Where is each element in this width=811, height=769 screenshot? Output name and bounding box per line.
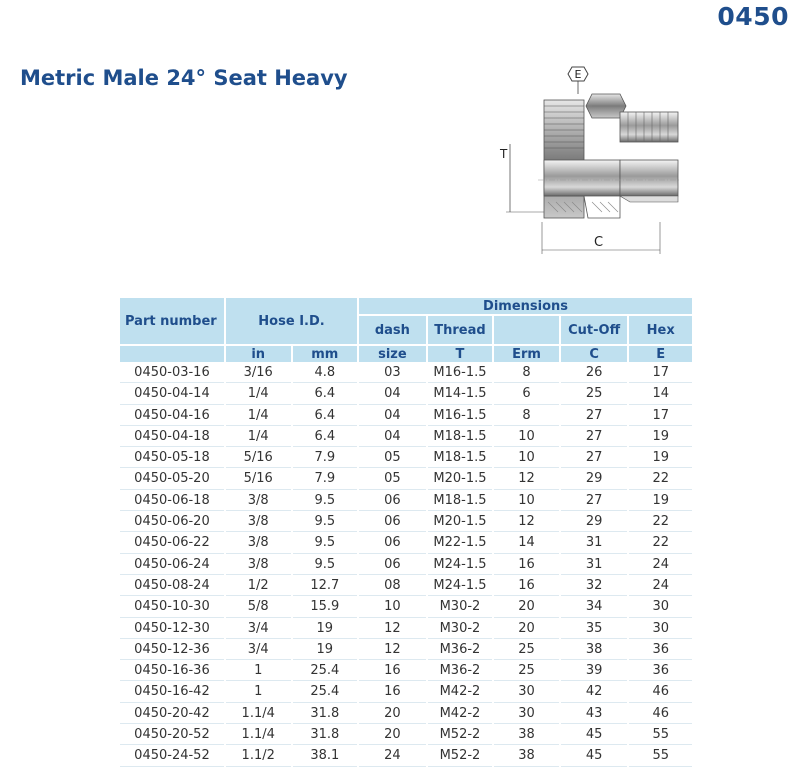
part-number-cell: 0450-24-52 [120, 747, 224, 766]
header-hex: Hex [629, 316, 692, 344]
erm-cell: 38 [494, 726, 559, 745]
hex-cell: 30 [629, 598, 692, 617]
hose-mm-cell: 12.7 [293, 577, 358, 596]
hose-in-cell: 1 [226, 662, 291, 681]
header-blank [494, 316, 559, 344]
thread-cell: M30-2 [428, 620, 493, 639]
erm-cell: 8 [494, 407, 559, 426]
hose-mm-cell: 19 [293, 641, 358, 660]
table-row [120, 683, 692, 702]
header-c: C [561, 346, 628, 362]
hex-cell: 19 [629, 428, 692, 447]
header-dash: dash [359, 316, 426, 344]
header-erm: Erm [494, 346, 559, 362]
dash-size-cell: 20 [359, 705, 426, 724]
c-label: C [594, 235, 604, 250]
part-number-cell: 0450-16-36 [120, 662, 224, 681]
product-code: 0450 [717, 2, 789, 31]
erm-cell: 25 [494, 662, 559, 681]
hose-mm-cell: 9.5 [293, 556, 358, 575]
hose-mm-cell: 7.9 [293, 470, 358, 489]
table-body [120, 364, 692, 767]
cutoff-cell: 25 [561, 385, 628, 404]
hose-mm-cell: 9.5 [293, 492, 358, 511]
hex-cell: 22 [629, 534, 692, 553]
page-title: Metric Male 24° Seat Heavy [20, 66, 348, 90]
hose-in-cell: 5/16 [226, 449, 291, 468]
dash-size-cell: 03 [359, 364, 426, 383]
cutoff-cell: 31 [561, 556, 628, 575]
thread-cell: M14-1.5 [428, 385, 493, 404]
table-row [120, 449, 692, 468]
erm-cell: 38 [494, 747, 559, 766]
header-t: T [428, 346, 493, 362]
thread-cell: M20-1.5 [428, 470, 493, 489]
hose-tail [620, 112, 678, 202]
hex-cell: 46 [629, 705, 692, 724]
hose-in-cell: 3/4 [226, 620, 291, 639]
c-dimension [542, 222, 660, 254]
erm-cell: 12 [494, 513, 559, 532]
part-number-cell: 0450-04-14 [120, 385, 224, 404]
table-row [120, 726, 692, 745]
part-number-cell: 0450-20-52 [120, 726, 224, 745]
hose-in-cell: 5/16 [226, 470, 291, 489]
erm-cell: 6 [494, 385, 559, 404]
hose-in-cell: 1.1/4 [226, 726, 291, 745]
dash-size-cell: 16 [359, 683, 426, 702]
table-row [120, 598, 692, 617]
hex-cell: 17 [629, 407, 692, 426]
part-number-cell: 0450-05-20 [120, 470, 224, 489]
dash-size-cell: 06 [359, 556, 426, 575]
thread-cell: M36-2 [428, 641, 493, 660]
dash-size-cell: 06 [359, 492, 426, 511]
dash-size-cell: 20 [359, 726, 426, 745]
hose-mm-cell: 25.4 [293, 683, 358, 702]
part-number-cell: 0450-16-42 [120, 683, 224, 702]
hex-cell: 55 [629, 747, 692, 766]
threaded-body [544, 100, 584, 218]
table-row [120, 534, 692, 553]
hose-in-cell: 3/8 [226, 513, 291, 532]
hose-in-cell: 3/4 [226, 641, 291, 660]
cutoff-cell: 31 [561, 534, 628, 553]
thread-cell: M16-1.5 [428, 407, 493, 426]
table-row [120, 662, 692, 681]
cutoff-cell: 42 [561, 683, 628, 702]
cutoff-cell: 39 [561, 662, 628, 681]
thread-cell: M18-1.5 [428, 428, 493, 447]
table-row [120, 364, 692, 383]
erm-cell: 14 [494, 534, 559, 553]
hose-mm-cell: 38.1 [293, 747, 358, 766]
hose-in-cell: 1/4 [226, 407, 291, 426]
cutoff-cell: 27 [561, 428, 628, 447]
cutoff-cell: 32 [561, 577, 628, 596]
t-label: T [500, 147, 508, 161]
table-row [120, 492, 692, 511]
dash-size-cell: 04 [359, 407, 426, 426]
part-number-cell: 0450-06-18 [120, 492, 224, 511]
table-row [120, 556, 692, 575]
table-row [120, 577, 692, 596]
header-part-number: Part number [120, 298, 224, 344]
header-thread: Thread [428, 316, 493, 344]
thread-cell: M20-1.5 [428, 513, 493, 532]
erm-cell: 30 [494, 705, 559, 724]
dash-size-cell: 12 [359, 620, 426, 639]
part-number-cell: 0450-06-22 [120, 534, 224, 553]
cutoff-cell: 34 [561, 598, 628, 617]
hex-cell: 19 [629, 449, 692, 468]
dash-size-cell: 10 [359, 598, 426, 617]
cutoff-cell: 27 [561, 449, 628, 468]
hose-mm-cell: 6.4 [293, 385, 358, 404]
erm-cell: 10 [494, 492, 559, 511]
erm-cell: 20 [494, 598, 559, 617]
header-size: size [359, 346, 426, 362]
part-number-cell: 0450-04-18 [120, 428, 224, 447]
hex-cell: 24 [629, 577, 692, 596]
hose-in-cell: 1 [226, 683, 291, 702]
hose-mm-cell: 9.5 [293, 534, 358, 553]
hose-mm-cell: 31.8 [293, 705, 358, 724]
hose-in-cell: 3/16 [226, 364, 291, 383]
cutoff-cell: 45 [561, 747, 628, 766]
thread-cell: M24-1.5 [428, 556, 493, 575]
hose-mm-cell: 6.4 [293, 428, 358, 447]
cutoff-cell: 26 [561, 364, 628, 383]
thread-cell: M42-2 [428, 705, 493, 724]
table-row [120, 407, 692, 426]
part-number-cell: 0450-06-24 [120, 556, 224, 575]
hex-cell: 22 [629, 513, 692, 532]
cutoff-cell: 27 [561, 492, 628, 511]
dash-size-cell: 24 [359, 747, 426, 766]
table-row [120, 705, 692, 724]
dash-size-cell: 16 [359, 662, 426, 681]
hose-in-cell: 3/8 [226, 534, 291, 553]
header-hose-id: Hose I.D. [226, 298, 357, 344]
header-cutoff: Cut-Off [561, 316, 628, 344]
thread-cell: M30-2 [428, 598, 493, 617]
cutoff-cell: 38 [561, 641, 628, 660]
erm-cell: 30 [494, 683, 559, 702]
hex-cell: 14 [629, 385, 692, 404]
hose-in-cell: 3/8 [226, 492, 291, 511]
cutoff-cell: 29 [561, 513, 628, 532]
cutoff-cell: 35 [561, 620, 628, 639]
erm-cell: 25 [494, 641, 559, 660]
dash-size-cell: 05 [359, 470, 426, 489]
table-row [120, 385, 692, 404]
hose-mm-cell: 15.9 [293, 598, 358, 617]
cutoff-cell: 29 [561, 470, 628, 489]
e-label-marker [568, 67, 588, 94]
table-row [120, 513, 692, 532]
thread-cell: M22-1.5 [428, 534, 493, 553]
dash-size-cell: 12 [359, 641, 426, 660]
part-number-cell: 0450-06-20 [120, 513, 224, 532]
cutoff-cell: 45 [561, 726, 628, 745]
hose-in-cell: 5/8 [226, 598, 291, 617]
hex-cell: 36 [629, 662, 692, 681]
dash-size-cell: 08 [359, 577, 426, 596]
erm-cell: 20 [494, 620, 559, 639]
hose-mm-cell: 4.8 [293, 364, 358, 383]
hex-cell: 36 [629, 641, 692, 660]
part-number-cell: 0450-12-36 [120, 641, 224, 660]
dash-size-cell: 04 [359, 385, 426, 404]
thread-cell: M52-2 [428, 726, 493, 745]
hex-cell: 30 [629, 620, 692, 639]
thread-cell: M36-2 [428, 662, 493, 681]
hex-cell: 17 [629, 364, 692, 383]
table-row [120, 747, 692, 766]
cutoff-cell: 27 [561, 407, 628, 426]
fitting-drawing [480, 62, 680, 262]
hex-cell: 46 [629, 683, 692, 702]
e-label: E [574, 68, 582, 81]
hex-cell: 55 [629, 726, 692, 745]
dash-size-cell: 06 [359, 534, 426, 553]
erm-cell: 16 [494, 556, 559, 575]
thread-cell: M42-2 [428, 683, 493, 702]
part-number-cell: 0450-12-30 [120, 620, 224, 639]
dash-size-cell: 06 [359, 513, 426, 532]
hose-in-cell: 1.1/4 [226, 705, 291, 724]
header-mm: mm [293, 346, 358, 362]
dash-size-cell: 05 [359, 449, 426, 468]
hose-mm-cell: 9.5 [293, 513, 358, 532]
part-number-cell: 0450-03-16 [120, 364, 224, 383]
header-dimensions: Dimensions [359, 298, 692, 314]
table-row [120, 641, 692, 660]
t-dimension [499, 144, 544, 212]
hose-in-cell: 1/4 [226, 428, 291, 447]
table-row [120, 620, 692, 639]
thread-cell: M52-2 [428, 747, 493, 766]
hose-mm-cell: 25.4 [293, 662, 358, 681]
part-number-cell: 0450-20-42 [120, 705, 224, 724]
hose-mm-cell: 6.4 [293, 407, 358, 426]
dimensions-table [118, 296, 694, 769]
part-number-cell: 0450-08-24 [120, 577, 224, 596]
hex-cell: 22 [629, 470, 692, 489]
hex-cell: 24 [629, 556, 692, 575]
hose-mm-cell: 31.8 [293, 726, 358, 745]
hose-mm-cell: 7.9 [293, 449, 358, 468]
part-number-cell: 0450-04-16 [120, 407, 224, 426]
erm-cell: 10 [494, 449, 559, 468]
table-row [120, 428, 692, 447]
header-in: in [226, 346, 291, 362]
erm-cell: 8 [494, 364, 559, 383]
cutoff-cell: 43 [561, 705, 628, 724]
thread-cell: M18-1.5 [428, 449, 493, 468]
hose-in-cell: 1/4 [226, 385, 291, 404]
header-e: E [629, 346, 692, 362]
hose-in-cell: 3/8 [226, 556, 291, 575]
hose-mm-cell: 19 [293, 620, 358, 639]
part-number-cell: 0450-05-18 [120, 449, 224, 468]
erm-cell: 16 [494, 577, 559, 596]
header-blank-part [120, 346, 224, 362]
part-number-cell: 0450-10-30 [120, 598, 224, 617]
thread-cell: M18-1.5 [428, 492, 493, 511]
hose-in-cell: 1/2 [226, 577, 291, 596]
hex-cell: 19 [629, 492, 692, 511]
erm-cell: 12 [494, 470, 559, 489]
dash-size-cell: 04 [359, 428, 426, 447]
hose-in-cell: 1.1/2 [226, 747, 291, 766]
thread-cell: M16-1.5 [428, 364, 493, 383]
thread-cell: M24-1.5 [428, 577, 493, 596]
table-row [120, 470, 692, 489]
erm-cell: 10 [494, 428, 559, 447]
